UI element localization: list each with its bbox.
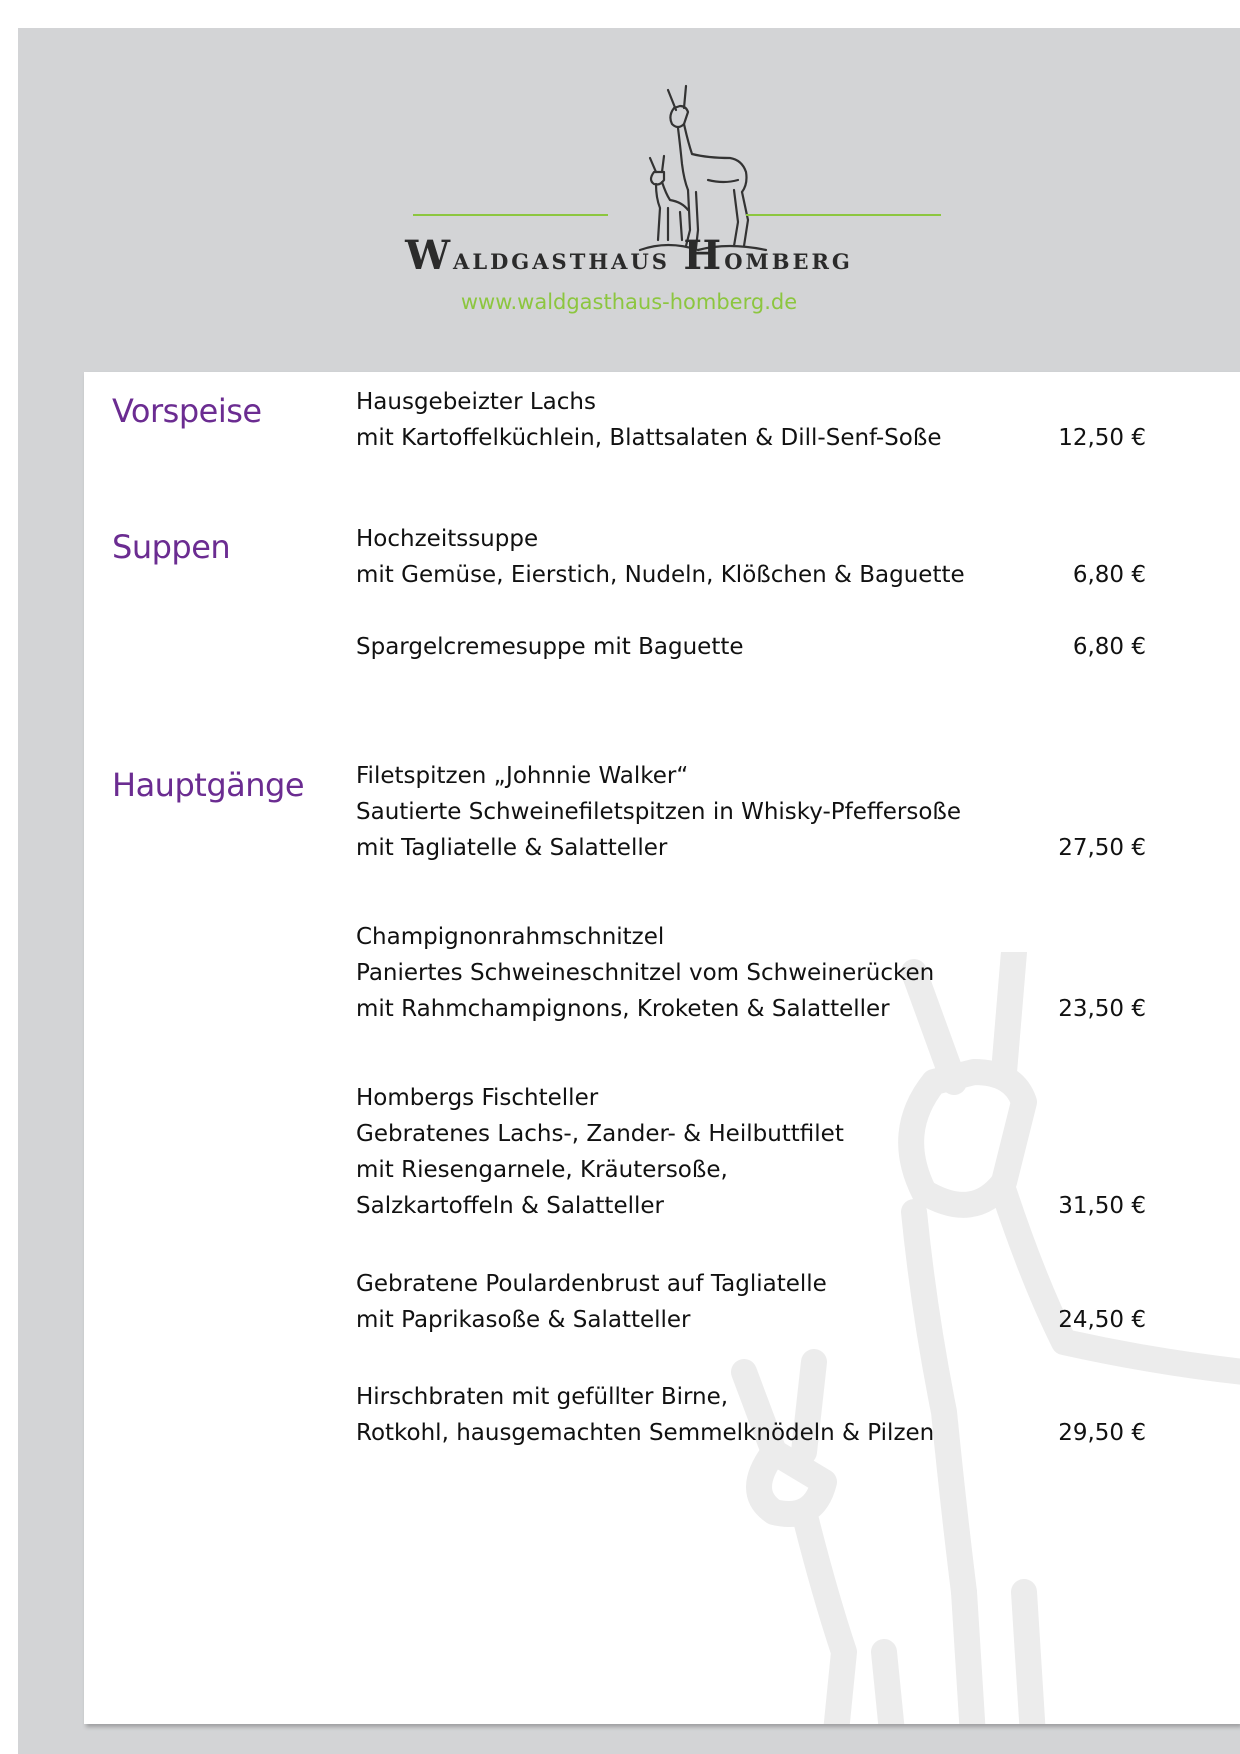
menu-card (84, 372, 1240, 1724)
item-description: mit Kartoffelküchlein, Blattsalaten & Dill-Senf-Soße (356, 425, 942, 451)
item-description: Salzkartoffeln & Salatteller (356, 1193, 664, 1219)
item-price: 6,80 € (1072, 562, 1146, 588)
item-description: Rotkohl, hausgemachten Semmelknödeln & Pilzen (356, 1420, 935, 1446)
item-name: Hochzeitssuppe (356, 526, 539, 552)
item-price: 29,50 € (1058, 1420, 1146, 1446)
item-price: 27,50 € (1058, 835, 1146, 861)
logo-rule-right (746, 214, 941, 216)
item-name: Hausgebeizter Lachs (356, 389, 596, 415)
item-name: Gebratene Poulardenbrust auf Tagliatelle (356, 1271, 827, 1297)
item-description: Sautierte Schweinefiletspitzen in Whisky-Pfeffersoße (356, 799, 962, 825)
logo-rule-left (413, 214, 608, 216)
section-title-suppen: Suppen (112, 528, 231, 566)
item-price: 6,80 € (1072, 634, 1146, 660)
section-title-vorspeise: Vorspeise (112, 392, 262, 430)
deer-with-fawn-icon (638, 80, 768, 255)
restaurant-name: Waldgasthaus Homberg (405, 232, 853, 279)
item-name: Filetspitzen „Johnnie Walker“ (356, 763, 689, 789)
item-name: Spargelcremesuppe mit Baguette (356, 634, 744, 660)
section-title-hauptgaenge: Hauptgänge (112, 766, 305, 804)
item-description: Gebratenes Lachs-, Zander- & Heilbuttfilet (356, 1121, 844, 1147)
item-name: Champignonrahmschnitzel (356, 924, 665, 950)
website-link[interactable]: www.waldgasthaus-homberg.de (460, 290, 798, 314)
item-description: mit Paprikasoße & Salatteller (356, 1307, 691, 1333)
item-price: 12,50 € (1058, 425, 1146, 451)
item-description: mit Tagliatelle & Salatteller (356, 835, 668, 861)
item-description: mit Gemüse, Eierstich, Nudeln, Klößchen & Baguette (356, 562, 965, 588)
item-price: 23,50 € (1058, 996, 1146, 1022)
item-name: Hombergs Fischteller (356, 1085, 599, 1111)
deer-watermark-icon (684, 952, 1240, 1724)
item-description: mit Rahmchampignons, Kroketen & Salatteller (356, 996, 890, 1022)
item-description: Paniertes Schweineschnitzel vom Schweinerücken (356, 960, 935, 986)
menu-header (18, 28, 1240, 368)
item-price: 31,50 € (1058, 1193, 1146, 1219)
item-name: Hirschbraten mit gefüllter Birne, (356, 1384, 729, 1410)
item-price: 24,50 € (1058, 1307, 1146, 1333)
item-description: mit Riesengarnele, Kräutersoße, (356, 1157, 728, 1183)
